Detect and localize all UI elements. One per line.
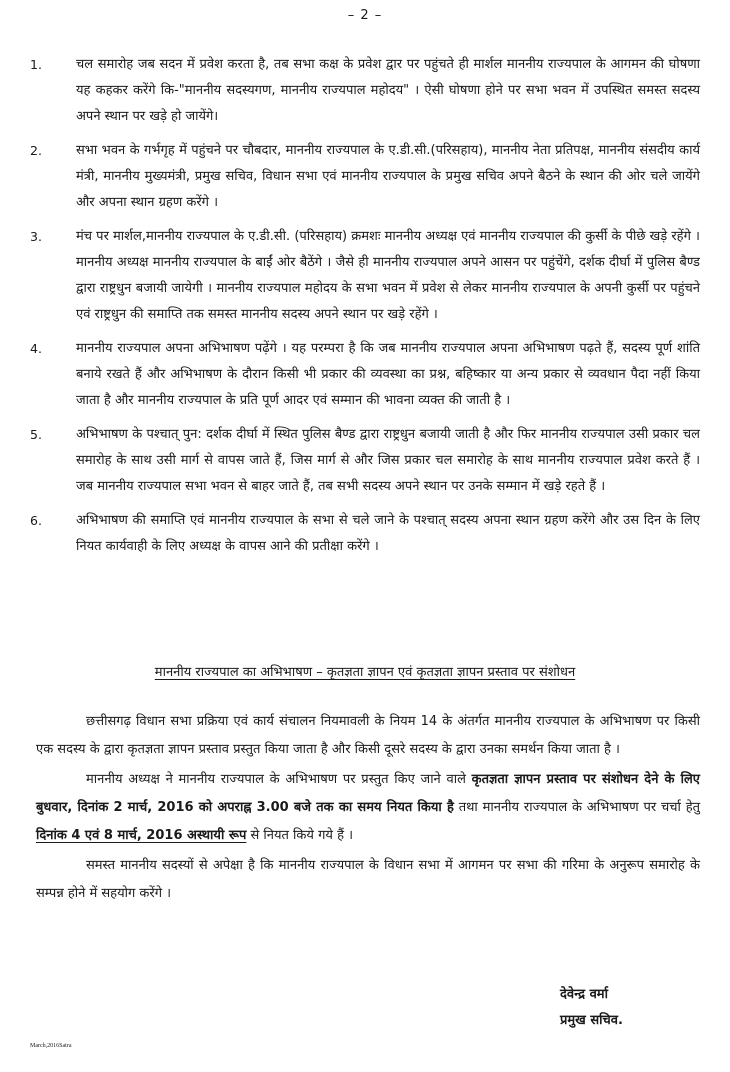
- list-item: [30, 336, 700, 414]
- section-heading: माननीय राज्यपाल का अभिभाषण – कृतज्ञता ज्ञापन एवं कृतज्ञता ज्ञापन प्रस्ताव पर संशोधन: [154, 665, 576, 680]
- paragraph-motion-intro: छत्तीसगढ़ विधान सभा प्रक्रिया एवं कार्य संचालन नियमावली के नियम 14 के अंतर्गत माननीय राज्यपाल के अभिभाषण पर किसी एक सदस्य के द्वारा कृतज्ञता ज्ञापन प्रस्ताव प्रस्तुत किया जाता है और किसी दूसरे सदस्य के द्वारा उनका समर्थन किया जाता है ।: [36, 714, 700, 757]
- amendment-deadline-text: कृतज्ञता ज्ञापन प्रस्ताव पर संशोधन देने के लिए बुधवार, दिनांक 2 मार्च, 2016 को अपराह्न 3.00 बजे तक का समय नियत किया है: [36, 772, 700, 815]
- list-item-text: माननीय राज्यपाल अपना अभिभाषण पढ़ेंगे । यह परम्परा है कि जब माननीय राज्यपाल अपना अभिभाषण पढ़ते हैं, सदस्य पूर्ण शांति बनाये रखते हैं और अभिभाषण के दौरान किसी भी प्रकार की व्यवस्था का प्रश्न, बहिष्कार या अन्य प्रकार से व्यवधान पैदा नहीं किया जाता है और माननीय राज्यपाल के प्रति पूर्ण आदर एवं सम्मान की भावना व्यक्त की जाती है ।: [76, 341, 700, 408]
- list-item: [30, 422, 700, 500]
- list-item-text: चल समारोह जब सदन में प्रवेश करता है, तब सभा कक्ष के प्रवेश द्वार पर पहुंचते ही मार्शल माननीय राज्यपाल के आगमन की घोषणा यह कहकर करेंगे कि-"माननीय सदस्यगण, माननीय राज्यपाल महोदय" । ऐसी घोषणा होने पर सभा भवन में उपस्थित समस्त सदस्य अपने स्थान पर खड़े हो जायेंगे।: [76, 57, 700, 124]
- list-item-number: 5.: [30, 427, 42, 442]
- procedure-list: [30, 52, 700, 568]
- list-item: [30, 508, 700, 560]
- footer-file-reference: March,2016Satra: [30, 1043, 72, 1049]
- signature-block: [560, 982, 623, 1034]
- page-number: – 2 –: [347, 8, 383, 23]
- list-item-number: 4.: [30, 341, 42, 356]
- list-item-text: सभा भवन के गर्भगृह में पहुंचने पर चौबदार, माननीय राज्यपाल के ए.डी.सी.(परिसहाय), माननीय नेता प्रतिपक्ष, माननीय संसदीय कार्य मंत्री, माननीय मुख्यमंत्री, प्रमुख सचिव, विधान सभा एवं माननीय राज्यपाल के प्रमुख सचिव अपने बैठने के स्थान की ओर चले जायेंगे और अपना स्थान ग्रहण करेंगे ।: [76, 143, 700, 210]
- list-item-number: 1.: [30, 57, 42, 72]
- list-item-number: 6.: [30, 513, 42, 528]
- list-item: [30, 224, 700, 328]
- discussion-dates-text: दिनांक 4 एवं 8 मार्च, 2016 अस्थायी रूप: [36, 828, 247, 843]
- amendment-text-end: से नियत किये गये हैं ।: [246, 828, 354, 843]
- list-item-text: मंच पर मार्शल,माननीय राज्यपाल के ए.डी.सी. (परिसहाय) क्रमशः माननीय अध्यक्ष एवं माननीय राज्यपाल की कुर्सी के पीछे खड़े रहेंगे । माननीय अध्यक्ष माननीय राज्यपाल के बाईं ओर बैठेंगे । जैसे ही माननीय राज्यपाल अपने आसन पर पहुंचेंगे, दर्शक दीर्घा में पुलिस बैण्ड द्वारा राष्ट्रधुन बजायी जायेगी । माननीय राज्यपाल महोदय के सभा भवन में प्रवेश से लेकर माननीय राज्यपाल के अपनी कुर्सी पर पहुंचने एवं राष्ट्रधुन की समाप्ति तक समस्त माननीय सदस्य अपने स्थान पर खड़े रहेंगे ।: [76, 229, 700, 322]
- list-item-number: 2.: [30, 143, 42, 158]
- list-item-text: अभिभाषण के पश्चात् पुन: दर्शक दीर्घा में स्थित पुलिस बैण्ड द्वारा राष्ट्रधुन बजायी जाती है और फिर माननीय राज्यपाल उसी प्रकार चल समारोह के साथ उसी मार्ग से वापस जाते हैं, जिस मार्ग से और जिस प्रकार चल समारोह के साथ माननीय राज्यपाल प्रवेश करते हैं । जब माननीय राज्यपाल सभा भवन से बाहर जाते हैं, तब सभी सदस्य अपने स्थान पर उनके सम्मान में खड़े रहते हैं ।: [76, 427, 700, 494]
- paragraph-amendment-deadline: [36, 766, 700, 850]
- list-item-text: अभिभाषण की समाप्ति एवं माननीय राज्यपाल के सभा से चले जाने के पश्चात् सदस्य अपना स्थान ग्रहण करेंगे और उस दिन के लिए नियत कार्यवाही के लिए अध्यक्ष के वापस आने की प्रतीक्षा करेंगे ।: [76, 513, 700, 554]
- amendment-text-middle: तथा माननीय राज्यपाल के अभिभाषण पर चर्चा हेतु: [453, 800, 701, 815]
- signatory-name: देवेन्द्र वर्मा: [560, 987, 608, 1002]
- list-item: [30, 138, 700, 216]
- signatory-title: प्रमुख सचिव.: [560, 1013, 623, 1028]
- amendment-text-lead: माननीय अध्यक्ष ने माननीय राज्यपाल के अभिभाषण पर प्रस्तुत किए जाने वाले: [86, 772, 472, 787]
- paragraph-request: समस्त माननीय सदस्यों से अपेक्षा है कि माननीय राज्यपाल के विधान सभा में आगमन पर सभा की गरिमा के अनुरूप समारोह के सम्पन्न होने में सहयोग करेंगे ।: [36, 858, 700, 901]
- list-item-number: 3.: [30, 229, 42, 244]
- list-item: [30, 52, 700, 130]
- notice-body: [36, 708, 700, 908]
